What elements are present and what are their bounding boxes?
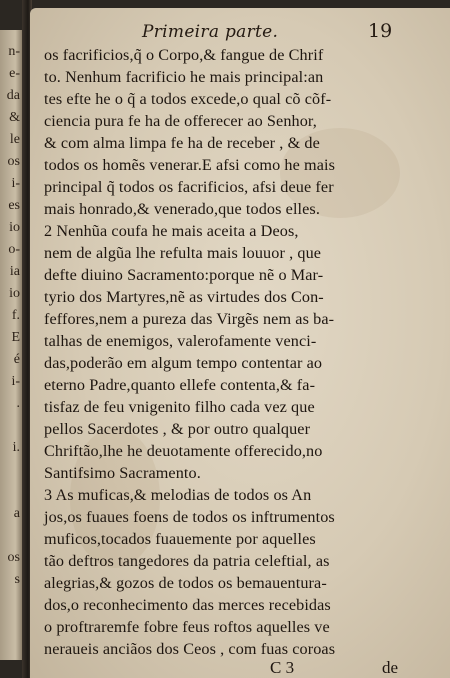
previous-page-fragment: E	[11, 330, 20, 345]
previous-page-fragment: f.	[11, 308, 20, 323]
previous-page-fragment: e-	[9, 66, 20, 81]
text-line: eterno Padre,quanto ellefe contenta,& fa-	[44, 376, 316, 394]
text-line: dos,o reconhecimento das merces recebidas	[44, 596, 331, 614]
text-line: mais honrado,& venerado,que todos elles.	[44, 200, 320, 218]
previous-page-fragment: io	[9, 220, 20, 235]
page	[30, 8, 450, 678]
text-line: 2 Nenhũa coufa he mais aceita a Deos,	[44, 222, 299, 240]
text-line: tes efte he o q̃ a todos excede,o qual cõ cõf-	[44, 90, 332, 108]
previous-page-fragment: .	[16, 396, 20, 411]
body-text	[30, 8, 450, 678]
running-head: Primeira parte.	[142, 22, 279, 42]
text-line: todos os homẽs venerar.E afsi como he mais	[44, 156, 336, 174]
text-line: principal q̃ todos os facrificios, afsi deue fer	[44, 178, 334, 196]
text-line: feffores,nem a pureza das Virgẽs nem as ba-	[44, 310, 335, 328]
text-line: jos,os fuaues foens de todos os inftrumentos	[44, 508, 335, 526]
text-line: defte diuino Sacramento:porque nẽ o Mar-	[44, 266, 324, 284]
text-line: tyrio dos Martyres,nẽ as virtudes dos Con-	[44, 288, 324, 306]
previous-page-fragment: i-	[11, 374, 20, 389]
text-line: 3 As muficas,& melodias de todos os An	[44, 486, 312, 504]
previous-page-fragment: es	[8, 198, 20, 213]
text-line: tisfaz de feu vnigenito filho cada vez que	[44, 398, 315, 416]
text-line: das,poderão em algum tempo contentar ao	[44, 354, 323, 372]
text-line: ciencia pura fe ha de offerecer ao Senhor,	[44, 112, 317, 130]
text-line: Santifsimo Sacramento.	[44, 464, 201, 482]
previous-page-fragment: da	[6, 88, 20, 103]
previous-page-fragment: é	[13, 352, 20, 367]
previous-page-fragment: s	[14, 572, 20, 587]
previous-page-edge	[0, 30, 22, 660]
previous-page-fragment: i-	[11, 176, 20, 191]
text-line: muficos,tocados fuauemente por aquelles	[44, 530, 316, 548]
previous-page-fragment: &	[9, 110, 20, 125]
text-line: & com alma limpa fe ha de receber , & de	[44, 134, 320, 152]
signature-mark: C 3	[270, 658, 295, 677]
text-line: tão deftros tangedores da patria celeftial, as	[44, 552, 330, 570]
previous-page-fragment: le	[9, 132, 20, 147]
catchword: de	[382, 658, 399, 677]
previous-page-fragment: os	[7, 154, 20, 169]
previous-page-fragment: a	[13, 506, 20, 521]
page-number: 19	[368, 20, 393, 42]
text-line: alegrias,& gozos de todos os bemauentura-	[44, 574, 327, 592]
previous-page-fragment: o-	[8, 242, 20, 257]
text-line: nem de algũa lhe refulta mais louuor , que	[44, 244, 322, 262]
text-line: neraueis anciãos dos Ceos , com fuas coroas	[44, 640, 336, 658]
text-line: Chriftão,lhe he deuotamente offerecido,no	[44, 442, 323, 460]
previous-page-fragment: n-	[8, 44, 20, 59]
text-line: talhas de enemigos, valerofamente venci-	[44, 332, 317, 350]
previous-page-fragment: i.	[12, 440, 20, 455]
text-line: o proftraremfe fobre feus roftos aquelles ve	[44, 618, 330, 636]
text-line: pellos Sacerdotes , & por outro qualquer	[44, 420, 311, 438]
previous-page-fragment: os	[7, 550, 20, 565]
text-line: os facrificios,q̃ o Corpo,& fangue de Chrif	[44, 46, 324, 64]
previous-page-fragment: ia	[9, 264, 20, 279]
text-line: to. Nenhum facrificio he mais principal:an	[44, 68, 324, 86]
previous-page-fragment: io	[9, 286, 20, 301]
